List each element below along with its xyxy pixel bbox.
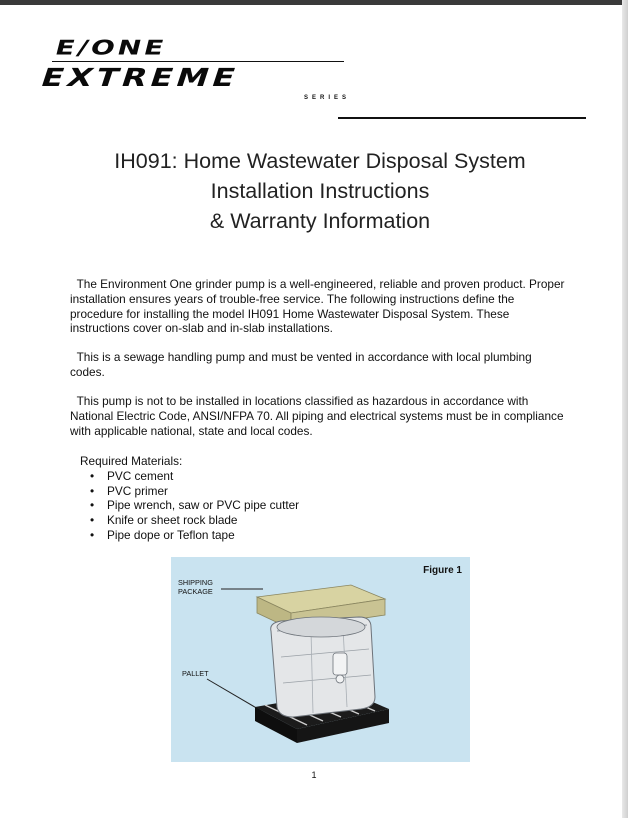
window-top-bar: [0, 0, 628, 5]
bullet-icon: •: [90, 527, 95, 542]
intro-text: The Environment One grinder pump is a well-engineered, reliable and proven product. Proper installation ensures years of trouble-free service. The following instructions define the procedure for installing the model IH091 Home Wastewater Disposal System. These instructions cover on-slab and in-slab installations.: [70, 277, 565, 336]
eone-extreme-logo: [37, 35, 351, 104]
vent-text: This is a sewage handling pump and must be vented in accordance with local plumbing codes.: [70, 350, 532, 379]
materials-list: [80, 469, 299, 543]
header-rule: [338, 117, 586, 119]
pump-on-pallet-illustration: [171, 557, 470, 762]
document-title: [40, 146, 600, 236]
figure-1: [171, 557, 470, 762]
page-number: 1: [311, 770, 317, 780]
hazard-paragraph: [70, 394, 565, 438]
bullet-icon: •: [90, 483, 95, 498]
title-line-1: IH091: Home Wastewater Disposal System: [114, 149, 526, 173]
required-materials: [80, 454, 299, 543]
logo-extreme-text: EXTREME: [37, 62, 244, 93]
list-item: • Pipe dope or Teflon tape: [90, 527, 235, 542]
list-item: • Pipe wrench, saw or PVC pipe cutter: [90, 498, 300, 513]
figure-label: Figure 1: [423, 565, 462, 576]
logo-series-text: SERIES: [304, 95, 351, 101]
title-line-3: & Warranty Information: [209, 209, 431, 233]
bullet-icon: •: [90, 513, 95, 528]
title-line-2: Installation Instructions: [210, 179, 430, 203]
list-item: • Knife or sheet rock blade: [90, 513, 238, 528]
logo-eone-text: E/ONE: [52, 35, 170, 60]
bullet-icon: •: [90, 468, 95, 483]
vent-paragraph: [70, 350, 565, 380]
page-edge-shadow: [622, 0, 628, 818]
intro-paragraph: [70, 277, 565, 336]
pallet-callout: PALLET: [182, 669, 209, 678]
hazard-text: This pump is not to be installed in locations classified as hazardous in accordance with National Electric Code, ANSI/NFPA 70. All piping and electrical systems must be in compliance with applicable national, state and local codes.: [70, 394, 564, 438]
list-item: • PVC primer: [90, 483, 168, 498]
shipping-package-callout: SHIPPING PACKAGE: [178, 578, 213, 596]
materials-heading: Required Materials:: [80, 454, 183, 468]
list-item: • PVC cement: [90, 468, 174, 483]
bullet-icon: •: [90, 498, 95, 513]
